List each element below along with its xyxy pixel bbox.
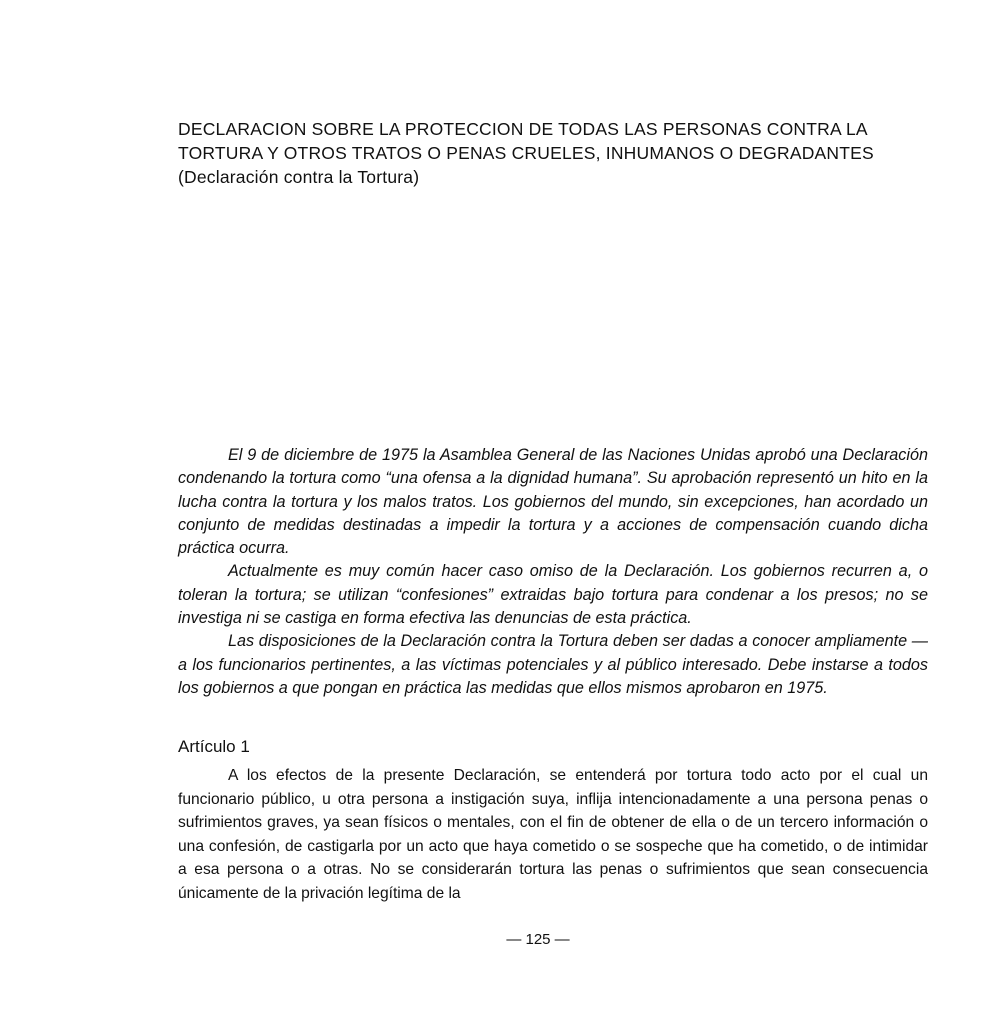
- article-title: Artículo 1: [178, 737, 250, 756]
- intro-section: [178, 444, 928, 700]
- intro-paragraph: Las disposiciones de la Declaración contra la Tortura deben ser dadas a conocer ampliamente —a los funcionarios pertinentes, a las víctimas potenciales y al público interesado. Debe instarse a todos los gobiernos a que pongan en práctica las medidas que ellos mismos aprobaron en 1975.: [178, 632, 928, 697]
- article-paragraph: A los efectos de la presente Declaración, se entenderá por tortura todo acto por el cual un funcionario público, u otra persona a instigación suya, inflija intencionadamente a una persona penas o sufrimientos graves, ya sean físicos o mentales, con el fin de obtener de ella o de un tercero información o una confesión, de castigarla por un acto que haya cometido o se sospeche que ha cometido, o de intimidar a esa persona o a otras. No se considerarán tortura las penas o sufrimientos que sean consecuencia únicamente de la privación legítima de la: [178, 767, 928, 902]
- heading-line-1: DECLARACION SOBRE LA PROTECCION DE TODAS LAS PERSONAS CONTRA LA: [178, 119, 868, 139]
- page-number: — 125 —: [506, 931, 570, 948]
- article-body: [178, 764, 928, 906]
- heading-line-2: TORTURA Y OTROS TRATOS O PENAS CRUELES, INHUMANOS O DEGRADANTES: [178, 143, 874, 163]
- heading-subtitle: (Declaración contra la Tortura): [178, 167, 420, 187]
- intro-paragraph: El 9 de diciembre de 1975 la Asamblea General de las Naciones Unidas aprobó una Declaración condenando la tortura como “una ofensa a la dignidad humana”. Su aprobación representó un hito en la lucha contra la tortura y los malos tratos. Los gobiernos del mundo, sin excepciones, han acordado un conjunto de medidas destinadas a impedir la tortura y a acciones de compensación cuando dicha práctica ocurra.: [178, 446, 928, 558]
- intro-paragraph: Actualmente es muy común hacer caso omiso de la Declaración. Los gobiernos recurren a, o toleran la tortura; se utilizan “confesiones” extraidas bajo tortura para condenar a los presos; no se investiga ni se castiga en forma efectiva las denuncias de esta práctica.: [178, 562, 928, 628]
- document-heading: [178, 117, 938, 189]
